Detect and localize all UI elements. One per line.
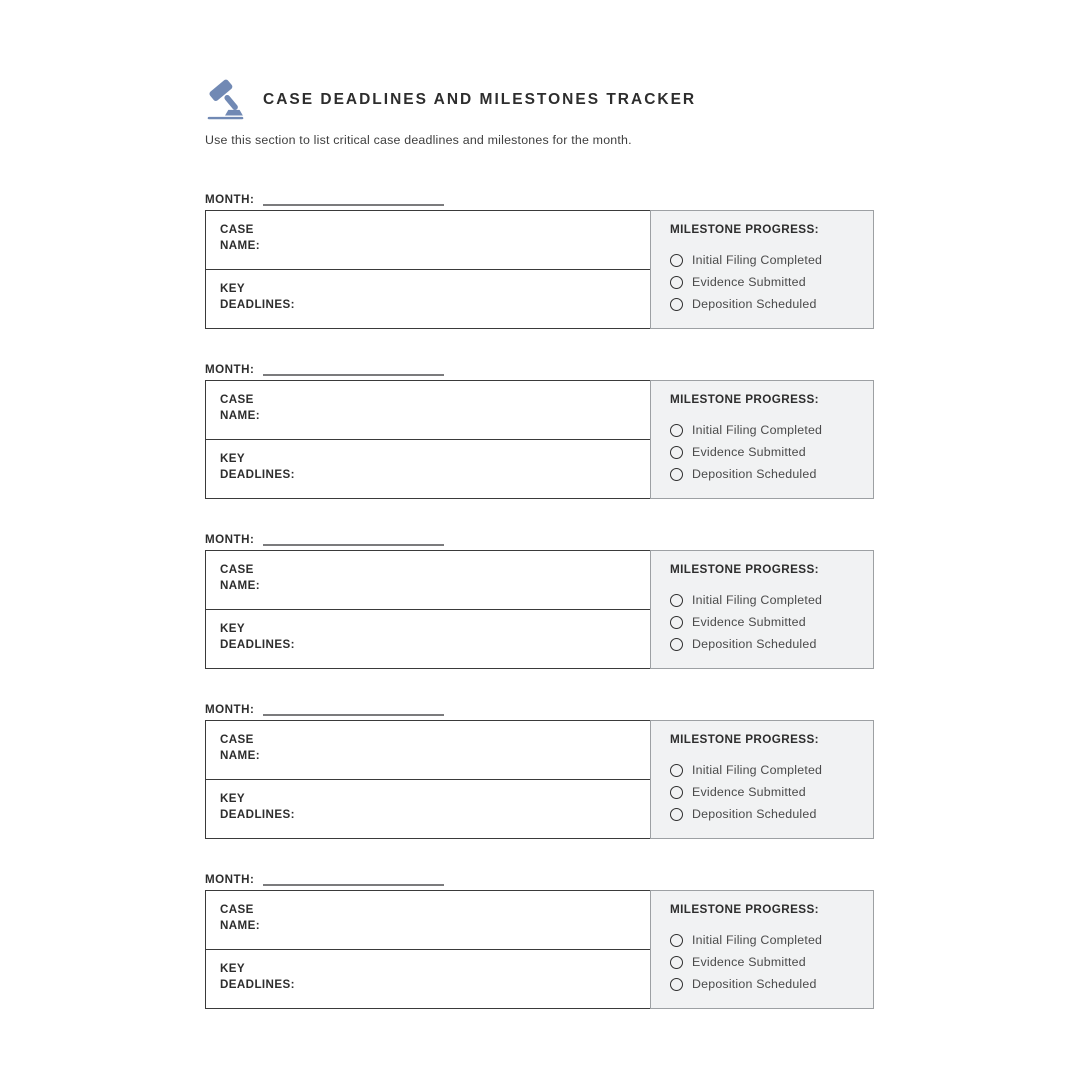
key-deadlines-cell[interactable] (206, 270, 650, 328)
month-input-line[interactable] (263, 871, 444, 886)
month-row (205, 187, 875, 206)
month-input-line[interactable] (263, 361, 444, 376)
radio-button-icon[interactable] (670, 594, 683, 607)
case-fields-table (205, 210, 651, 329)
tracker-section (205, 697, 875, 839)
milestone-option (670, 445, 865, 459)
milestone-option (670, 423, 865, 437)
case-name-cell[interactable] (206, 381, 650, 440)
milestone-panel (650, 890, 874, 1009)
milestone-heading: MILESTONE PROGRESS: (670, 393, 819, 406)
page-title: CASE DEADLINES AND MILESTONES TRACKER (263, 90, 697, 108)
month-row (205, 357, 875, 376)
case-name-label: CASE NAME: (220, 563, 260, 592)
milestone-option-label: Evidence Submitted (692, 955, 806, 969)
month-label: MONTH: (205, 193, 255, 206)
radio-button-icon[interactable] (670, 638, 683, 651)
radio-button-icon[interactable] (670, 446, 683, 459)
radio-button-icon[interactable] (670, 616, 683, 629)
month-input-line[interactable] (263, 531, 444, 546)
milestone-panel (650, 550, 874, 669)
key-deadlines-label: KEY DEADLINES: (220, 962, 295, 991)
milestone-option (670, 637, 865, 651)
month-label: MONTH: (205, 533, 255, 546)
milestone-option-label: Initial Filing Completed (692, 763, 823, 777)
tracker-section (205, 187, 875, 329)
month-input-line[interactable] (263, 701, 444, 716)
tracker-section (205, 357, 875, 499)
case-box (205, 210, 874, 329)
milestone-option-label: Deposition Scheduled (692, 807, 817, 821)
milestone-option-label: Evidence Submitted (692, 785, 806, 799)
tracker-section (205, 867, 875, 1009)
month-row (205, 867, 875, 886)
month-input-line[interactable] (263, 191, 444, 206)
key-deadlines-label: KEY DEADLINES: (220, 792, 295, 821)
radio-button-icon[interactable] (670, 254, 683, 267)
month-label: MONTH: (205, 703, 255, 716)
milestone-option-label: Evidence Submitted (692, 445, 806, 459)
milestone-option (670, 763, 865, 777)
milestone-heading: MILESTONE PROGRESS: (670, 563, 819, 576)
case-box (205, 550, 874, 669)
radio-button-icon[interactable] (670, 808, 683, 821)
key-deadlines-cell[interactable] (206, 780, 650, 838)
milestone-option-label: Deposition Scheduled (692, 637, 817, 651)
radio-button-icon[interactable] (670, 424, 683, 437)
radio-button-icon[interactable] (670, 764, 683, 777)
month-row (205, 697, 875, 716)
case-fields-table (205, 720, 651, 839)
key-deadlines-label: KEY DEADLINES: (220, 282, 295, 311)
milestone-option (670, 593, 865, 607)
milestone-option-label: Deposition Scheduled (692, 977, 817, 991)
case-name-label: CASE NAME: (220, 223, 260, 252)
milestone-option (670, 297, 865, 311)
milestone-option (670, 955, 865, 969)
milestone-option (670, 977, 865, 991)
tracker-sections (205, 187, 875, 1037)
key-deadlines-label: KEY DEADLINES: (220, 452, 295, 481)
milestone-option (670, 253, 865, 267)
milestone-heading: MILESTONE PROGRESS: (670, 223, 819, 236)
radio-button-icon[interactable] (670, 298, 683, 311)
month-row (205, 527, 875, 546)
tracker-section (205, 527, 875, 669)
radio-button-icon[interactable] (670, 276, 683, 289)
case-name-cell[interactable] (206, 891, 650, 950)
milestone-panel (650, 210, 874, 329)
case-box (205, 380, 874, 499)
key-deadlines-label: KEY DEADLINES: (220, 622, 295, 651)
milestone-heading: MILESTONE PROGRESS: (670, 733, 819, 746)
radio-button-icon[interactable] (670, 786, 683, 799)
milestone-panel (650, 720, 874, 839)
radio-button-icon[interactable] (670, 956, 683, 969)
milestone-option (670, 807, 865, 821)
milestone-option (670, 467, 865, 481)
page-subtitle: Use this section to list critical case deadlines and milestones for the month. (205, 133, 632, 147)
case-name-cell[interactable] (206, 551, 650, 610)
case-box (205, 720, 874, 839)
case-name-label: CASE NAME: (220, 393, 260, 422)
milestone-option (670, 615, 865, 629)
milestone-panel (650, 380, 874, 499)
case-box (205, 890, 874, 1009)
milestone-option-label: Evidence Submitted (692, 275, 806, 289)
radio-button-icon[interactable] (670, 934, 683, 947)
milestone-option (670, 933, 865, 947)
key-deadlines-cell[interactable] (206, 950, 650, 1008)
milestone-heading: MILESTONE PROGRESS: (670, 903, 819, 916)
milestone-option-label: Initial Filing Completed (692, 253, 823, 267)
case-name-label: CASE NAME: (220, 733, 260, 762)
month-label: MONTH: (205, 363, 255, 376)
case-name-label: CASE NAME: (220, 903, 260, 932)
page-header (203, 77, 696, 122)
month-label: MONTH: (205, 873, 255, 886)
case-name-cell[interactable] (206, 211, 650, 270)
key-deadlines-cell[interactable] (206, 610, 650, 668)
milestone-option-label: Initial Filing Completed (692, 933, 823, 947)
key-deadlines-cell[interactable] (206, 440, 650, 498)
case-fields-table (205, 380, 651, 499)
radio-button-icon[interactable] (670, 468, 683, 481)
radio-button-icon[interactable] (670, 978, 683, 991)
milestone-option-label: Deposition Scheduled (692, 467, 817, 481)
milestone-option (670, 275, 865, 289)
case-fields-table (205, 550, 651, 669)
milestone-option-label: Initial Filing Completed (692, 423, 823, 437)
case-fields-table (205, 890, 651, 1009)
milestone-option-label: Initial Filing Completed (692, 593, 823, 607)
gavel-icon (203, 77, 248, 122)
milestone-option (670, 785, 865, 799)
milestone-option-label: Evidence Submitted (692, 615, 806, 629)
case-name-cell[interactable] (206, 721, 650, 780)
milestone-option-label: Deposition Scheduled (692, 297, 817, 311)
